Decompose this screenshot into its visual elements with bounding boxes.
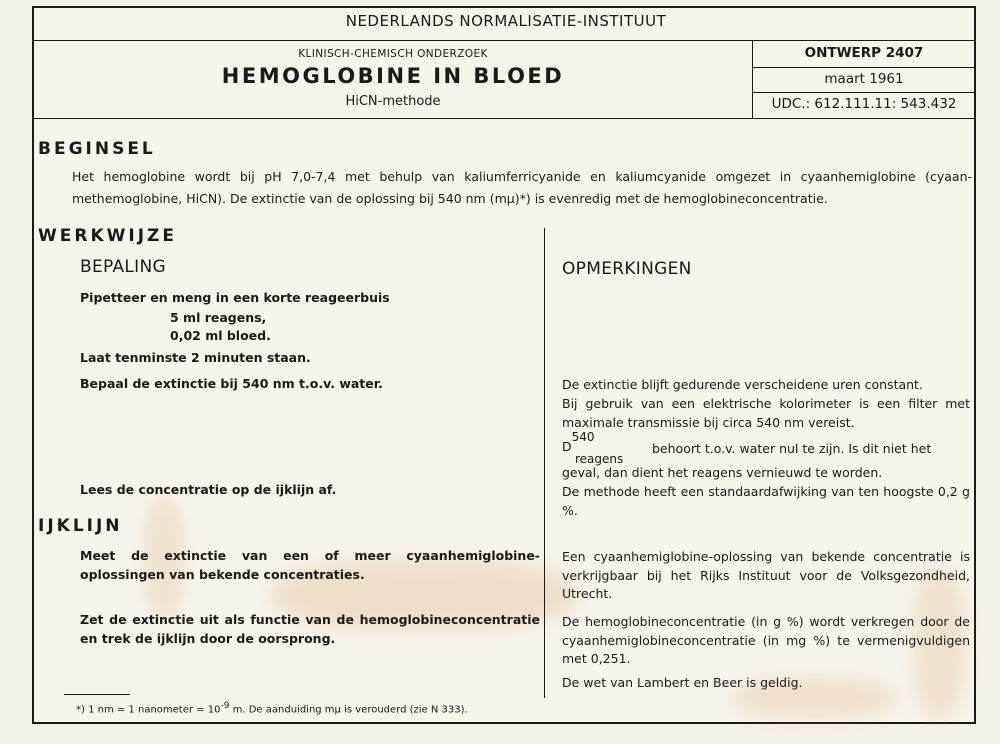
footnote-exponent: -9 — [220, 701, 230, 711]
column-divider — [544, 228, 545, 698]
subheading-opmerkingen: OPMERKINGEN — [562, 259, 692, 279]
remark-standard-deviation: De methode heeft een standaardafwijking van ten hoogste 0,2 g %. — [562, 484, 970, 518]
document-title: HEMOGLOBINE IN BLOED — [221, 64, 565, 88]
ijklijn-paragraph-2: Zet de extinctie uit als functie van de hemoglobineconcentratie en trek de ijklijn door de oorsprong. — [80, 612, 540, 646]
section-heading-beginsel: BEGINSEL — [38, 139, 156, 159]
footnote-rest: m. De aanduiding mμ is verouderd (zie N 333). — [232, 704, 468, 716]
remark-availability: Een cyaanhemiglobine-oplossing van bekende concentratie is verkrijgbaar bij het Rijks Instituut voor de Volksgezondheid, Utrecht. — [562, 549, 970, 601]
remark-extinction-stable: De extinctie blijft gedurende verscheidene uren constant. — [562, 377, 923, 392]
subheading-bepaling: BEPALING — [80, 257, 166, 277]
header-bottom-rule — [34, 118, 974, 119]
remark-renew-reagent: geval, dan dient het reagens vernieuwd te worden. — [562, 465, 883, 480]
draft-number: ONTWERP 2407 — [804, 45, 924, 61]
remark-conversion: De hemoglobineconcentratie (in g %) wordt verkregen door de cyaanhemiglobineconcentratie (in mg %) te vermenigvuldigen met 0,251. — [562, 614, 970, 666]
document-sheet — [32, 6, 976, 724]
remark-blank-zero: behoort t.o.v. water nul te zijn. Is dit niet het — [652, 441, 932, 456]
d-subscript: reagens — [575, 452, 624, 466]
step-pipetteer: Pipetteer en meng in een korte reageerbuis — [80, 290, 390, 305]
meta-rule — [752, 67, 974, 68]
section-heading-werkwijze: WERKWIJZE — [38, 226, 177, 246]
method-label: HiCN-methode — [345, 94, 441, 109]
d-symbol: D — [562, 439, 572, 454]
beginsel-text: Het hemoglobine wordt bij pH 7,0-7,4 met behulp van kaliumferricyanide en kaliumcyanide omgezet in cyaanhemiglobine (cyaan-methemoglobine, HiCN). De extinctie van de oplossing bij 540 nm (mμ)*) is evenredig met de hemoglobineconcentratie. — [72, 169, 972, 206]
d-superscript: 540 — [571, 430, 595, 444]
section-heading-ijklijn: IJKLIJN — [38, 516, 123, 536]
d-reagens-symbol — [562, 430, 595, 454]
udc-code: UDC.: 612.111.11: 543.432 — [771, 96, 957, 112]
remark-filter: Bij gebruik van een elektrische kolorimeter is een filter met maximale transmissie bij circa 540 nm vereist. — [562, 396, 970, 430]
header-rule — [34, 40, 974, 41]
document-date: maart 1961 — [824, 71, 904, 87]
footnote — [76, 701, 468, 715]
footnote-rule — [64, 694, 130, 695]
meta-rule — [752, 92, 974, 93]
organization-name: NEDERLANDS NORMALISATIE-INSTITUUT — [345, 12, 667, 30]
step-read: Lees de concentratie op de ijklijn af. — [80, 482, 337, 497]
step-measure: Bepaal de extinctie bij 540 nm t.o.v. water. — [80, 376, 383, 391]
step-wait: Laat tenminste 2 minuten staan. — [80, 350, 311, 365]
header-divider — [752, 40, 753, 118]
ijklijn-paragraph-1: Meet de extinctie van een of meer cyaanhemiglobine-oplossingen van bekende concentraties. — [80, 548, 540, 582]
remark-lambert-beer: De wet van Lambert en Beer is geldig. — [562, 675, 803, 690]
footnote-text: *) 1 nm = 1 nanometer = 10 — [76, 704, 221, 716]
step-bloed: 0,02 ml bloed. — [170, 328, 271, 343]
step-reagens: 5 ml reagens, — [170, 310, 267, 325]
category-label: KLINISCH-CHEMISCH ONDERZOEK — [298, 48, 488, 60]
